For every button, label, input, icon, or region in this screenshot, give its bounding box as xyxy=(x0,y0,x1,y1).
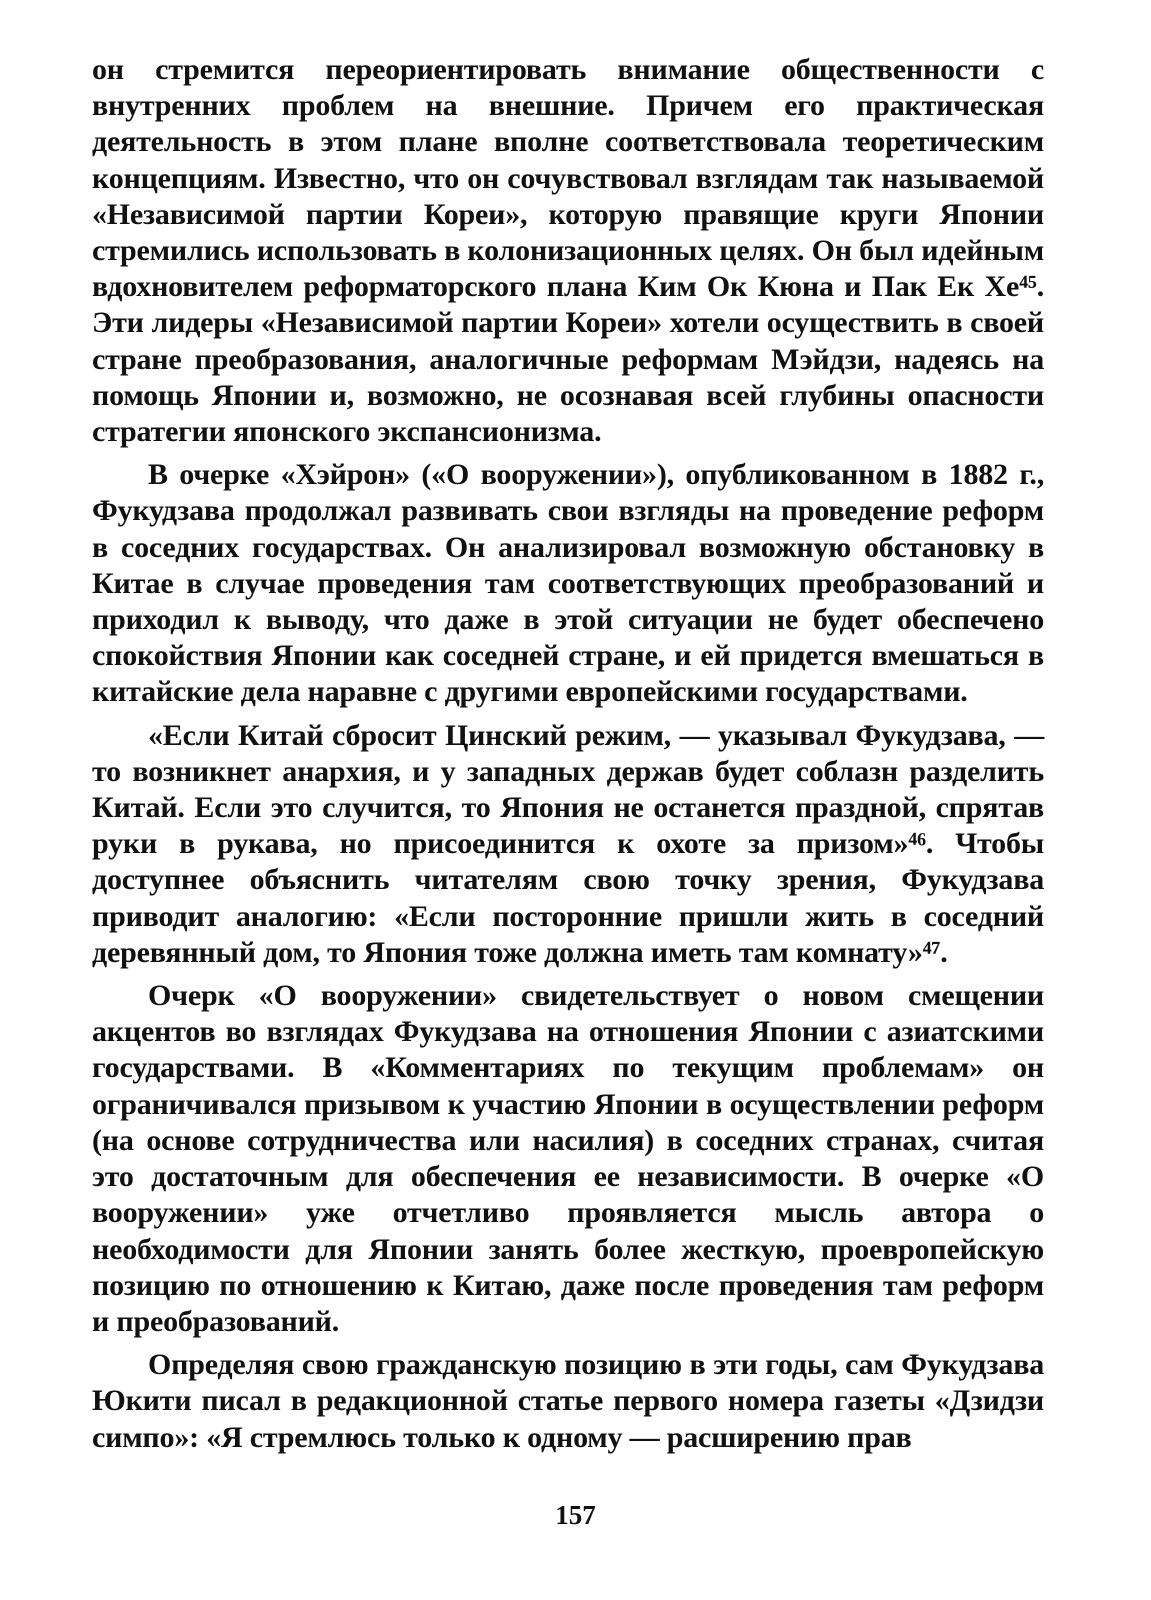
page-number: 157 xyxy=(555,1500,596,1530)
paragraph-4: Очерк «О вооружении» свидетельствует о новом смещении акцентов во взглядах Фукудзава на отношения Японии с азиатскими государствами. В «Комментариях по текущим проблемам» он ограничивался призывом к участию Японии в осуществлении реформ (на основе сотрудничества или насилия) в соседних странах, считая это достаточным для обеспечения ее независимости. В очерке «О вооружении» уже отчетливо проявляется мысль автора о необходимости для Японии занять более жесткую, проевропейскую позицию по отношению к Китаю, даже после проведения там реформ и преобразований. xyxy=(92,979,1044,1338)
paragraph-5: Определяя свою гражданскую позицию в эти годы, сам Фукудзава Юкити писал в редакционной статье первого номера газеты «Дзидзи симпо»: «Я стремлюсь только к одному — расширению прав xyxy=(92,1348,1044,1454)
paragraph-3: «Если Китай сбросит Цинский режим, — указывал Фукудзава, — то возникнет анархия, и у западных держав будет соблазн разделить Китай. Если это случится, то Япония не останется праздной, спрятав руки в рукава, но присоединится к охоте за призом»⁴⁶. Чтобы доступнее объяснить читателям свою точку зрения, Фукудзава приводит аналогию: «Если посторонние пришли жить в соседний деревянный дом, то Япония тоже должна иметь там комнату»⁴⁷. xyxy=(92,718,1044,969)
page-body xyxy=(92,52,1044,1456)
paragraph-1: он стремится переориентировать внимание общественности с внутренних проблем на внешние. Причем его практическая деятельность в этом плане вполне соответствовала теоретическим концепциям. Известно, что он сочувствовал взглядам так называемой «Независимой партии Кореи», которую правящие круги Японии стремились использовать в колонизационных целях. Он был идейным вдохновителем реформаторского плана Ким Ок Кюна и Пак Ек Хе⁴⁵. Эти лидеры «Независимой партии Кореи» хотели осуществить в своей стране преобразования, аналогичные реформам Мэйдзи, надеясь на помощь Японии и, возможно, не осознавая всей глубины опасности стратегии японского экспансионизма. xyxy=(92,53,1044,449)
paragraph-2: В очерке «Хэйрон» («О вооружении»), опубликованном в 1882 г., Фукудзава продолжал развивать свои взгляды на проведение реформ в соседних государствах. Он анализировал возможную обстановку в Китае в случае проведения там соответствующих преобразований и приходил к выводу, что даже в этой ситуации не будет обеспечено спокойствия Японии как соседней стране, и ей придется вмешаться в китайские дела наравне с другими европейскими государствами. xyxy=(92,458,1044,709)
